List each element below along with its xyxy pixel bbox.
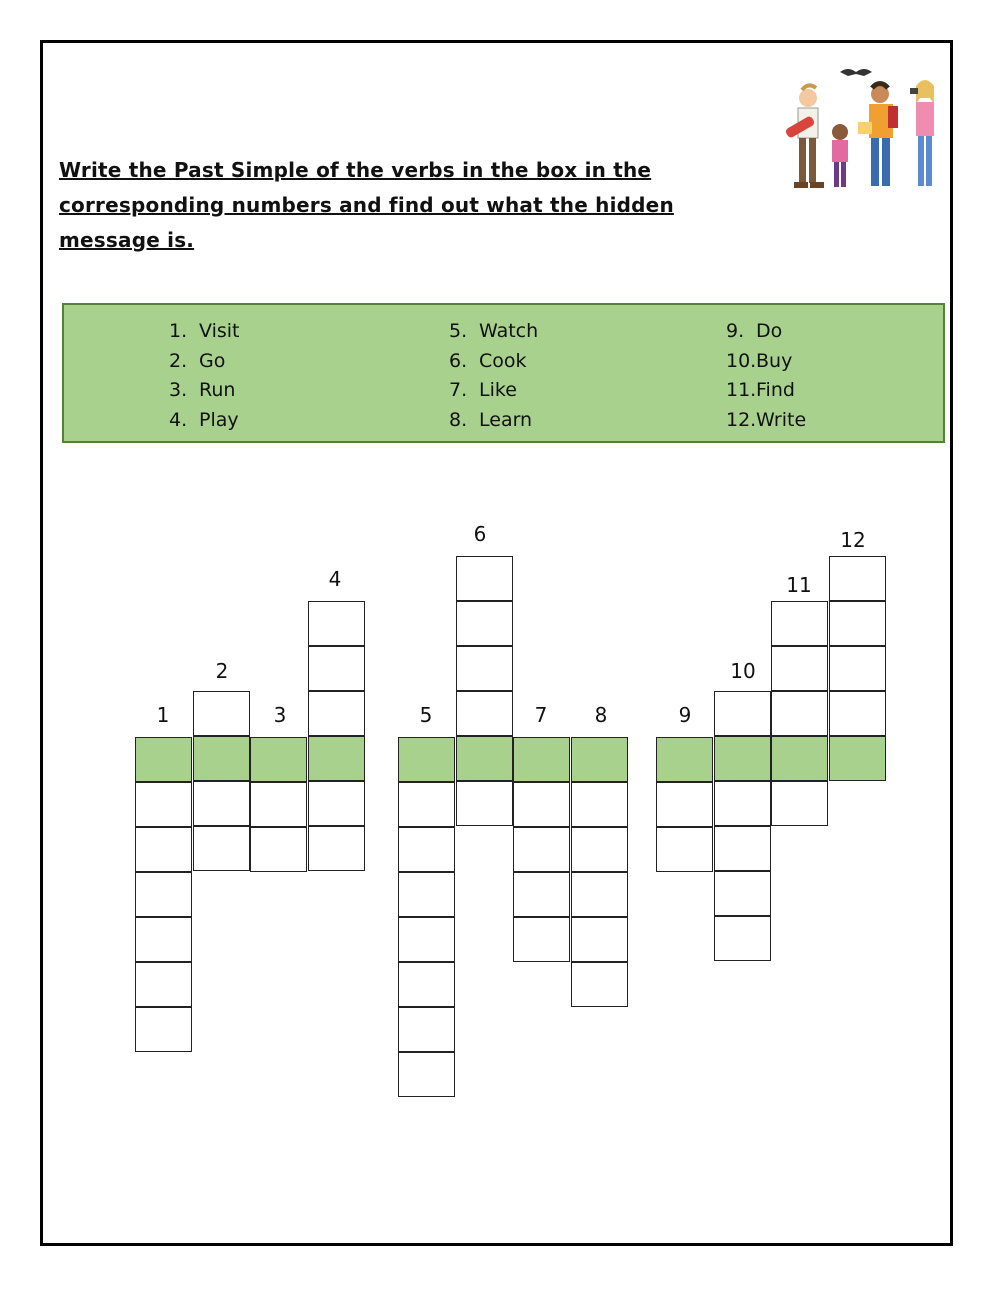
crossword-cell[interactable]: [714, 691, 771, 736]
crossword-cell[interactable]: [513, 872, 570, 917]
verb-item: 6. Cook: [449, 349, 527, 372]
verb-item: 9. Do: [726, 320, 783, 342]
clue-number-5: 5: [419, 703, 433, 727]
verb-item: 10. Buy: [726, 349, 793, 372]
verb-box: [62, 303, 945, 443]
crossword-cell[interactable]: [571, 872, 628, 917]
hidden-message-cell[interactable]: [771, 736, 828, 781]
clue-number-4: 4: [328, 567, 342, 591]
crossword-cell[interactable]: [308, 691, 365, 736]
crossword-cell[interactable]: [656, 827, 713, 872]
clue-number-3: 3: [273, 703, 287, 727]
hidden-message-cell[interactable]: [829, 736, 886, 781]
crossword-cell[interactable]: [456, 601, 513, 646]
hidden-message-cell[interactable]: [193, 736, 250, 781]
hidden-message-cell[interactable]: [714, 736, 771, 781]
crossword-cell[interactable]: [513, 782, 570, 827]
crossword-cell[interactable]: [571, 917, 628, 962]
verb-item: 5. Watch: [449, 320, 539, 342]
crossword-cell[interactable]: [308, 646, 365, 691]
verb-column-2: [449, 317, 538, 435]
crossword-cell[interactable]: [250, 782, 307, 827]
crossword-cell[interactable]: [771, 691, 828, 736]
clue-number-8: 8: [594, 703, 608, 727]
crossword-cell[interactable]: [135, 872, 192, 917]
clue-number-12: 12: [840, 528, 866, 552]
hidden-message-cell[interactable]: [135, 737, 192, 782]
crossword-cell[interactable]: [135, 962, 192, 1007]
crossword-cell[interactable]: [398, 1052, 455, 1097]
crossword-cell[interactable]: [308, 601, 365, 646]
kids-illustration: [780, 60, 950, 200]
verb-item: 3. Run: [169, 379, 236, 401]
crossword-cell[interactable]: [456, 691, 513, 736]
crossword-cell[interactable]: [829, 646, 886, 691]
clue-number-10: 10: [730, 659, 756, 683]
crossword-cell[interactable]: [308, 781, 365, 826]
clue-number-6: 6: [473, 522, 487, 546]
verb-column-1: [169, 317, 240, 435]
crossword-cell[interactable]: [714, 826, 771, 871]
crossword-cell[interactable]: [771, 601, 828, 646]
crossword-cell[interactable]: [193, 826, 250, 871]
crossword-cell[interactable]: [571, 962, 628, 1007]
crossword-cell[interactable]: [250, 827, 307, 872]
crossword-cell[interactable]: [135, 917, 192, 962]
crossword-cell[interactable]: [398, 782, 455, 827]
crossword-cell[interactable]: [714, 781, 771, 826]
crossword-cell[interactable]: [308, 826, 365, 871]
crossword-cell[interactable]: [398, 917, 455, 962]
clue-number-2: 2: [215, 659, 229, 683]
crossword-cell[interactable]: [829, 691, 886, 736]
crossword-cell[interactable]: [135, 1007, 192, 1052]
verb-item: 11. Find: [726, 379, 795, 401]
verb-item: 1. Visit: [169, 320, 240, 342]
instructions-text: Write the Past Simple of the verbs in the box in the corresponding numbers and find out what the hidden message is.: [59, 158, 674, 252]
hidden-message-cell[interactable]: [656, 737, 713, 782]
clue-number-1: 1: [156, 703, 170, 727]
verb-item: 8. Learn: [449, 408, 533, 431]
clue-number-7: 7: [534, 703, 548, 727]
crossword-cell[interactable]: [456, 556, 513, 601]
crossword-cell[interactable]: [456, 646, 513, 691]
verb-item: 4. Play: [169, 408, 239, 431]
crossword-cell[interactable]: [513, 917, 570, 962]
crossword-cell[interactable]: [398, 872, 455, 917]
crossword-cell[interactable]: [656, 782, 713, 827]
hidden-message-cell[interactable]: [308, 736, 365, 781]
hidden-message-cell[interactable]: [571, 737, 628, 782]
crossword-cell[interactable]: [135, 782, 192, 827]
crossword-cell[interactable]: [513, 827, 570, 872]
crossword-cell[interactable]: [193, 781, 250, 826]
verb-item: 12. Write: [726, 408, 807, 431]
crossword-cell[interactable]: [829, 556, 886, 601]
verb-item: 7. Like: [449, 379, 517, 401]
crossword-cell[interactable]: [571, 782, 628, 827]
crossword-cell[interactable]: [398, 1007, 455, 1052]
crossword-cell[interactable]: [771, 781, 828, 826]
crossword-cell[interactable]: [714, 871, 771, 916]
hidden-message-cell[interactable]: [250, 737, 307, 782]
crossword-cell[interactable]: [829, 601, 886, 646]
verb-item: 2. Go: [169, 349, 226, 372]
crossword-cell[interactable]: [398, 827, 455, 872]
hidden-message-cell[interactable]: [456, 736, 513, 781]
clue-number-11: 11: [786, 573, 812, 597]
crossword-cell[interactable]: [456, 781, 513, 826]
crossword-cell[interactable]: [714, 916, 771, 961]
clue-number-9: 9: [678, 703, 692, 727]
hidden-message-cell[interactable]: [398, 737, 455, 782]
crossword-cell[interactable]: [571, 827, 628, 872]
crossword-cell[interactable]: [135, 827, 192, 872]
hidden-message-cell[interactable]: [513, 737, 570, 782]
crossword-cell[interactable]: [771, 646, 828, 691]
crossword-cell[interactable]: [193, 691, 250, 736]
crossword-cell[interactable]: [398, 962, 455, 1007]
verb-column-3: [726, 317, 806, 435]
